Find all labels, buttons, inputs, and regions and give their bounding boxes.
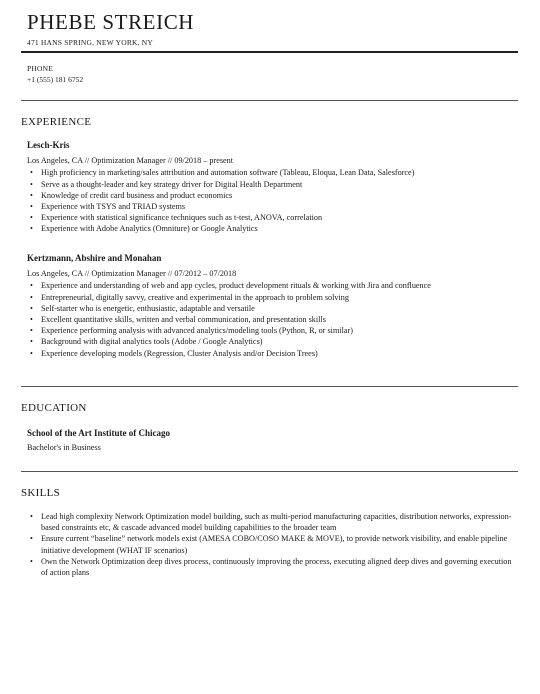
skills-bullets [27, 511, 519, 578]
list-item: • Serve as a thought-leader and key strategy driver for Digital Health Department [41, 179, 519, 190]
education-heading: EDUCATION [21, 402, 87, 414]
section-divider [21, 471, 518, 472]
list-item: • Ensure current “baseline” network models exist (AMESA COBO/COSO MAKE & MOVE), to provide network visibility, and enable pipeline initiative development (WHAT IF scenarios) [41, 533, 519, 555]
job-bullets [27, 167, 519, 234]
list-item: • Experience performing analysis with advanced analytics/modeling tools (Python, R, or similar) [41, 325, 519, 336]
candidate-address: 471 HANS SPRING, NEW YORK, NY [27, 38, 154, 47]
job-entry [27, 253, 519, 359]
contact-block [27, 63, 83, 85]
section-divider [21, 100, 518, 101]
list-item: • Experience with Adobe Analytics (Omniture) or Google Analytics [41, 223, 519, 234]
list-item: • Self-starter who is energetic, enthusiastic, adaptable and versatile [41, 303, 519, 314]
list-item: • Own the Network Optimization deep dives process, continuously improving the process, executing aligned deep dives and governing execution of action plans [41, 556, 519, 578]
list-item: • Experience and understanding of web and app cycles, product development rituals & working with Jira and confluence [41, 280, 519, 291]
list-item: • High proficiency in marketing/sales attribution and automation software (Tableau, Eloqua, Lean Data, Salesforce) [41, 167, 519, 178]
job-meta: Los Angeles, CA // Optimization Manager // 09/2018 – present [27, 156, 234, 166]
list-item: • Experience with statistical significance techniques such as t-test, ANOVA, correlation [41, 212, 519, 223]
list-item: • Entrepreneurial, digitally savvy, creative and experimental in the approach to problem solving [41, 292, 519, 303]
phone-number: +1 (555) 181 6752 [27, 75, 84, 84]
list-item: • Lead high complexity Network Optimization model building, such as multi-period manufacturing capacities, distribution networks, expression-based constraints etc, & cascade advanced model building capabilities to the broader team [41, 511, 519, 533]
degree: Bachelor's in Business [27, 443, 101, 453]
list-item: • Excellent quantitative skills, written and verbal communication, and presentation skills [41, 314, 519, 325]
experience-heading: EXPERIENCE [21, 116, 92, 128]
phone-label: PHONE [27, 64, 54, 73]
skills-entry [27, 511, 519, 578]
list-item: • Experience developing models (Regression, Cluster Analysis and/or Decision Trees) [41, 348, 519, 359]
skills-heading: SKILLS [21, 487, 61, 499]
school-name: School of the Art Institute of Chicago [27, 428, 170, 438]
section-divider [21, 386, 518, 387]
list-item: • Background with digital analytics tools (Adobe / Google Analytics) [41, 336, 519, 347]
resume-header [27, 9, 517, 47]
header-divider [21, 51, 518, 53]
job-company: Kertzmann, Abshire and Monahan [27, 253, 162, 263]
education-entry [27, 428, 519, 453]
candidate-name: PHEBE STREICH [27, 10, 195, 34]
job-company: Lesch-Kris [27, 140, 70, 150]
job-meta: Los Angeles, CA // Optimization Manager // 07/2012 – 07/2018 [27, 269, 237, 279]
job-entry [27, 140, 519, 235]
list-item: • Experience with TSYS and TRIAD systems [41, 201, 519, 212]
list-item: • Knowledge of credit card business and product economics [41, 190, 519, 201]
job-bullets [27, 280, 519, 358]
